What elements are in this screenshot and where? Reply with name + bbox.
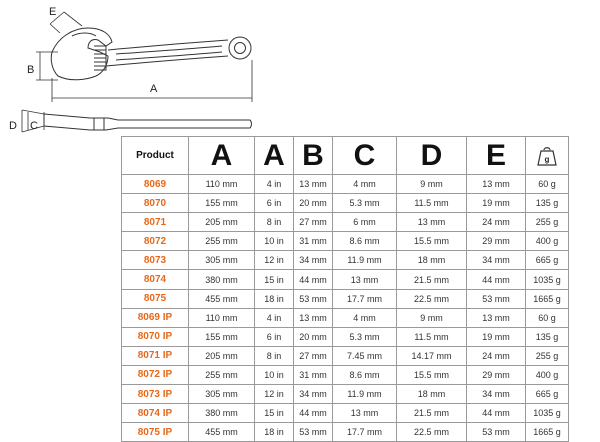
cell-length-mm: 455 mm xyxy=(189,423,255,442)
cell-product-code: 8069 xyxy=(122,175,189,194)
header-weight xyxy=(526,137,569,175)
cell-opening: 44 mm xyxy=(467,404,526,423)
cell-length-in: 8 in xyxy=(255,346,294,365)
hang-hole xyxy=(235,43,246,54)
cell-opening: 53 mm xyxy=(467,289,526,308)
cell-length-mm: 205 mm xyxy=(189,213,255,232)
cell-head-thickness: 8.6 mm xyxy=(333,365,397,384)
handle-bottom-edge xyxy=(106,56,228,66)
cell-length-in: 6 in xyxy=(255,194,294,213)
wrench-jaw-detail xyxy=(72,33,96,36)
header-product: Product xyxy=(122,137,189,175)
cell-jaw-width: 13 mm xyxy=(294,308,333,327)
cell-head-thickness: 17.7 mm xyxy=(333,423,397,442)
cell-length-in: 10 in xyxy=(255,365,294,384)
cell-length-mm: 255 mm xyxy=(189,365,255,384)
cell-weight: 1035 g xyxy=(526,404,569,423)
wrench-top-view xyxy=(51,28,251,80)
cell-product-code: 8072 xyxy=(122,232,189,251)
cell-jaw-width: 13 mm xyxy=(294,175,333,194)
cell-weight: 1665 g xyxy=(526,423,569,442)
cell-head-thickness: 11.9 mm xyxy=(333,251,397,270)
cell-jaw-width: 31 mm xyxy=(294,365,333,384)
cell-jaw-thickness: 18 mm xyxy=(397,251,467,270)
cell-product-code: 8075 xyxy=(122,289,189,308)
cell-length-mm: 110 mm xyxy=(189,175,255,194)
header-a-mm: A xyxy=(189,137,255,175)
cell-head-thickness: 5.3 mm xyxy=(333,194,397,213)
cell-length-mm: 155 mm xyxy=(189,327,255,346)
table-row xyxy=(122,194,569,213)
dimension-a-label: A xyxy=(150,83,158,95)
cell-jaw-thickness: 9 mm xyxy=(397,308,467,327)
cell-jaw-width: 44 mm xyxy=(294,404,333,423)
cell-length-mm: 380 mm xyxy=(189,404,255,423)
cell-weight: 665 g xyxy=(526,385,569,404)
cell-length-in: 8 in xyxy=(255,213,294,232)
cell-product-code: 8072 IP xyxy=(122,365,189,384)
dimension-b xyxy=(36,52,58,80)
header-b: B xyxy=(294,137,333,175)
cell-product-code: 8069 IP xyxy=(122,308,189,327)
cell-jaw-width: 44 mm xyxy=(294,270,333,289)
table-row xyxy=(122,232,569,251)
cell-weight: 665 g xyxy=(526,251,569,270)
dimension-c-label: C xyxy=(30,120,38,132)
cell-weight: 400 g xyxy=(526,232,569,251)
cell-weight: 60 g xyxy=(526,175,569,194)
cell-product-code: 8073 IP xyxy=(122,385,189,404)
cell-opening: 44 mm xyxy=(467,270,526,289)
cell-opening: 29 mm xyxy=(467,232,526,251)
table-row xyxy=(122,423,569,442)
cell-length-in: 10 in xyxy=(255,232,294,251)
cell-weight: 400 g xyxy=(526,365,569,384)
cell-jaw-thickness: 15.5 mm xyxy=(397,365,467,384)
dimension-b-label: B xyxy=(27,64,35,76)
cell-product-code: 8070 xyxy=(122,194,189,213)
spec-table xyxy=(121,136,569,442)
cell-weight: 135 g xyxy=(526,327,569,346)
cell-length-mm: 255 mm xyxy=(189,232,255,251)
cell-head-thickness: 7.45 mm xyxy=(333,346,397,365)
cell-head-thickness: 13 mm xyxy=(333,404,397,423)
cell-length-in: 4 in xyxy=(255,175,294,194)
cell-jaw-width: 27 mm xyxy=(294,346,333,365)
wrench-side-view xyxy=(44,114,252,130)
weight-icon-label: g xyxy=(544,154,550,164)
cell-length-in: 15 in xyxy=(255,404,294,423)
cell-head-thickness: 13 mm xyxy=(333,270,397,289)
cell-length-in: 6 in xyxy=(255,327,294,346)
cell-jaw-thickness: 15.5 mm xyxy=(397,232,467,251)
table-row xyxy=(122,289,569,308)
cell-head-thickness: 5.3 mm xyxy=(333,327,397,346)
cell-product-code: 8073 xyxy=(122,251,189,270)
cell-opening: 34 mm xyxy=(467,251,526,270)
cell-head-thickness: 4 mm xyxy=(333,308,397,327)
cell-jaw-width: 20 mm xyxy=(294,327,333,346)
cell-jaw-thickness: 9 mm xyxy=(397,175,467,194)
cell-opening: 19 mm xyxy=(467,327,526,346)
cell-jaw-width: 53 mm xyxy=(294,423,333,442)
cell-weight: 1665 g xyxy=(526,289,569,308)
cell-opening: 24 mm xyxy=(467,213,526,232)
cell-opening: 13 mm xyxy=(467,175,526,194)
header-d: D xyxy=(397,137,467,175)
cell-length-mm: 455 mm xyxy=(189,289,255,308)
cell-head-thickness: 11.9 mm xyxy=(333,385,397,404)
dimension-e-label: E xyxy=(49,6,57,18)
side-view-detail xyxy=(94,118,104,130)
table-row xyxy=(122,251,569,270)
cell-head-thickness: 6 mm xyxy=(333,213,397,232)
cell-weight: 255 g xyxy=(526,213,569,232)
cell-length-mm: 305 mm xyxy=(189,251,255,270)
cell-product-code: 8075 IP xyxy=(122,423,189,442)
cell-weight: 255 g xyxy=(526,346,569,365)
cell-opening: 34 mm xyxy=(467,385,526,404)
cell-weight: 135 g xyxy=(526,194,569,213)
wrench-drawing xyxy=(0,0,600,136)
side-view-outline xyxy=(44,114,252,130)
cell-jaw-thickness: 22.5 mm xyxy=(397,423,467,442)
cell-opening: 24 mm xyxy=(467,346,526,365)
header-a-in: A xyxy=(255,137,294,175)
cell-jaw-thickness: 11.5 mm xyxy=(397,327,467,346)
cell-jaw-width: 34 mm xyxy=(294,251,333,270)
cell-product-code: 8071 xyxy=(122,213,189,232)
cell-opening: 13 mm xyxy=(467,308,526,327)
cell-length-mm: 305 mm xyxy=(189,385,255,404)
cell-opening: 53 mm xyxy=(467,423,526,442)
table-row xyxy=(122,270,569,289)
cell-length-mm: 110 mm xyxy=(189,308,255,327)
weight-icon xyxy=(535,145,559,167)
cell-length-in: 18 in xyxy=(255,423,294,442)
table-row xyxy=(122,346,569,365)
cell-product-code: 8071 IP xyxy=(122,346,189,365)
cell-length-in: 4 in xyxy=(255,308,294,327)
cell-opening: 19 mm xyxy=(467,194,526,213)
cell-jaw-width: 34 mm xyxy=(294,385,333,404)
cell-jaw-thickness: 13 mm xyxy=(397,213,467,232)
dimension-d-label: D xyxy=(9,120,17,132)
cell-length-mm: 205 mm xyxy=(189,346,255,365)
handle-end-outline xyxy=(229,37,251,59)
cell-jaw-thickness: 14.17 mm xyxy=(397,346,467,365)
header-row xyxy=(122,137,569,175)
cell-product-code: 8074 xyxy=(122,270,189,289)
cell-length-in: 12 in xyxy=(255,385,294,404)
cell-jaw-thickness: 22.5 mm xyxy=(397,289,467,308)
cell-head-thickness: 4 mm xyxy=(333,175,397,194)
table-body xyxy=(122,175,569,442)
table-row xyxy=(122,385,569,404)
table-header xyxy=(122,137,569,175)
table-row xyxy=(122,404,569,423)
cell-jaw-thickness: 21.5 mm xyxy=(397,270,467,289)
cell-head-thickness: 8.6 mm xyxy=(333,232,397,251)
cell-jaw-thickness: 18 mm xyxy=(397,385,467,404)
table-row xyxy=(122,308,569,327)
table-row xyxy=(122,365,569,384)
cell-head-thickness: 17.7 mm xyxy=(333,289,397,308)
dimension-a xyxy=(52,60,252,102)
table-row xyxy=(122,327,569,346)
cell-length-in: 12 in xyxy=(255,251,294,270)
table-row xyxy=(122,213,569,232)
cell-product-code: 8070 IP xyxy=(122,327,189,346)
cell-weight: 1035 g xyxy=(526,270,569,289)
table-row xyxy=(122,175,569,194)
cell-opening: 29 mm xyxy=(467,365,526,384)
cell-jaw-width: 53 mm xyxy=(294,289,333,308)
cell-length-mm: 155 mm xyxy=(189,194,255,213)
header-c: C xyxy=(333,137,397,175)
handle-top-edge xyxy=(108,40,228,50)
cell-jaw-width: 20 mm xyxy=(294,194,333,213)
cell-product-code: 8074 IP xyxy=(122,404,189,423)
cell-jaw-thickness: 21.5 mm xyxy=(397,404,467,423)
cell-length-mm: 380 mm xyxy=(189,270,255,289)
cell-jaw-thickness: 11.5 mm xyxy=(397,194,467,213)
cell-length-in: 15 in xyxy=(255,270,294,289)
header-e: E xyxy=(467,137,526,175)
cell-jaw-width: 27 mm xyxy=(294,213,333,232)
cell-length-in: 18 in xyxy=(255,289,294,308)
cell-jaw-width: 31 mm xyxy=(294,232,333,251)
cell-weight: 60 g xyxy=(526,308,569,327)
